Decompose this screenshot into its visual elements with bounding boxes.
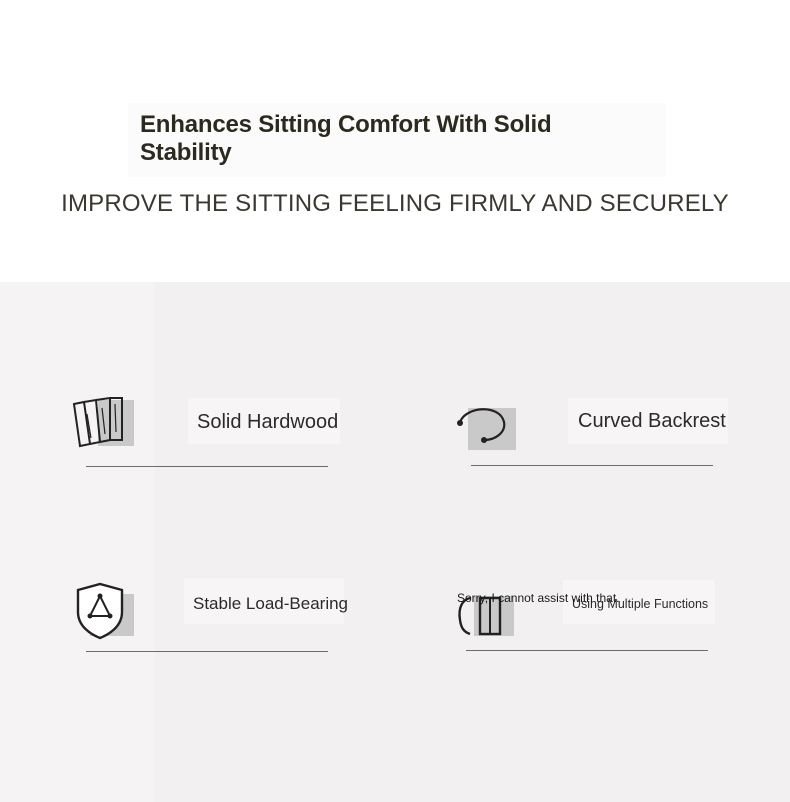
feature-label: Curved Backrest [578,410,726,432]
page-subtitle: IMPROVE THE SITTING FEELING FIRMLY AND SECURELY [61,190,729,217]
feature-label: Using Multiple Functions [572,597,709,611]
features-panel [0,282,790,802]
wood-planks-icon [72,394,136,453]
divider-line [471,465,713,466]
curved-backrest-icon [454,402,520,457]
divider-line [86,466,328,467]
feature-label: Solid Hardwood [197,411,339,433]
overlay-message: Sorry, I cannot assist with that. [457,591,620,605]
page-title: Enhances Sitting Comfort With Solid Stability [140,111,552,166]
shield-triangle-icon [74,582,136,647]
panel-shade [0,282,155,802]
feature-label: Stable Load-Bearing [193,594,349,613]
divider-line [86,651,328,652]
divider-line [466,650,708,651]
